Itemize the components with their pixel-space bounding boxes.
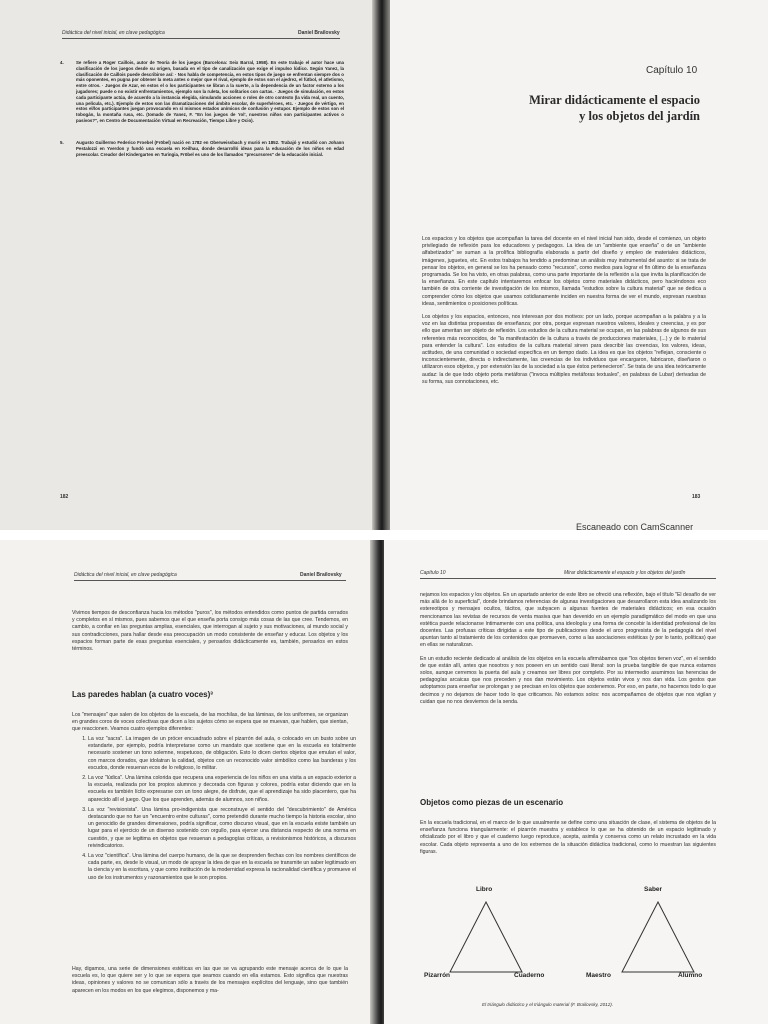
chapter-title bbox=[424, 92, 700, 124]
footnote-number: 4. bbox=[60, 60, 64, 65]
page-number: 183 bbox=[692, 494, 701, 500]
running-header-left: Didáctica del nivel inicial, en clave pedagógica bbox=[62, 30, 165, 36]
opening-paragraph: Vivimos tiempos de desconfianza hacia los métodos "puros", los métodos entendidos como puntos de partida cerrados y completos en sí mismos, pues sabemos que el que enseña porta consigo más cosas de las que cree. Tendemos, en cambio, a confiar en las preguntas amplias, esenciales, que interrogan al sujeto y sus motivaciones, al mundo social y sus contradicciones, para hallar desde esa preocupación un modo consistente de enseñar y educar. Los objetos y los espacios forman parte de esas preguntas esenciales, y pensarlos didácticamente es, también, pensarlos en estos términos. bbox=[72, 610, 348, 653]
footnote-number: 5. bbox=[60, 140, 64, 145]
intro-paragraph: Los "mensajes" que salen de los objetos de la escuela, de las mochilas, de las láminas, de los uniformes, se organizan en grandes coros de voces colectivas que dicen a los sujetos cómo se espera que se muevan, que hablen, que sientan, que reaccionen. Veamos cuatro ejemplos diferentes: bbox=[72, 712, 348, 733]
triangle-label-left: Pizarrón bbox=[424, 972, 451, 979]
page-left-bottom bbox=[0, 540, 378, 1024]
page-182 bbox=[0, 0, 380, 530]
list-item: 3. La voz "revisionista". Una lámina pro-indigenista que reconstruye el sentido del "descubrimiento" de América destacando que no fue un "encuentro entre culturas", como pretendió durante mucho tiempo la historia escolar, sino un genocidio de grandes dimensiones, podría significar, como discurso visual, que en la escuela existe también un lugar para el ejercicio de un disenso sostenido con orgullo, para ejercer una distancia respecto de una norma en cuestión, y que se legitima en objetos que resuenan a pedagogías críticas, a revisionismos históricos, a discursos reivindicatorios. bbox=[88, 807, 356, 850]
footnote-4: Se refiere a Roger Caillois, autor de Teoría de los juegos (Barcelona: Seix Barral, 1958). En este trabajo el autor hace una clasificación de los juegos desde su origen, basada en el tipo de canalización que exige el impulso lúdico. Según Yanez, la clasificación de Caillois puede describirse así: · Nos habla de competencia, en estos tipos de juego se enfrentan siempre dos o más oponentes, en pugna por obtener la meta antes o mejor que el rival, ejemplo de estos son el ajedrez, el fútbol, el atletismo, entre otros. · Juegos de Azar, en estos el o los participantes se libran a la suerte, a la dependencia de un factor externo a los jugadores; puede o no existir enfrentamientos, ejemplo son la ruleta, los solitarios con cartas. · Juegos de simulación, en estos cada participante actúa, de acuerdo a la instancia elegida, simulando acciones o roles de otro contexto (la vida real, un cuento, una película, etc.). Ejemplo de estos son las dramatizaciones del ámbito escolar, de superhéroes, etc. · Juegos de vértigo, en estos el/los participantes juegan provocando en sí mismos estados anímicos de confusión y estupor. Ejemplo de estos son el tobogán, la montaña rusa, etc. (tomado de Yanez, F. "En los juegos de 'rol', nuestros niños son participantes activos o pasivos?", en Centro de Documentación Virtual en Recreación, Tiempo Libre y Ocio). bbox=[76, 60, 344, 123]
triangle-label-top: Libro bbox=[476, 886, 493, 893]
body-text bbox=[422, 236, 706, 392]
running-header-right: Daniel Brailovsky bbox=[298, 30, 340, 36]
chapter-title-line-2: y los objetos del jardín bbox=[579, 109, 700, 123]
page-right-bottom bbox=[384, 540, 768, 1024]
material-triangle bbox=[450, 902, 522, 972]
list-item: 1. La voz "sacra". La imagen de un prócer encuadrado sobre el pizarrón del aula, o colocado en un busto sobre un estandarte, por ejemplo, podría interpretarse como un mandato que sostiene que en la escuela es totalmente necesario sostener un tono solemne, respetuoso, de obligación. Esto lo dicen ciertos objetos que emulan el valor, con marcos dorados, que idolatran la calidad, objetos con un reconocido valor simbólico como las banderas y los escudos, donde resuenan ecos de lo religioso, lo militar. bbox=[88, 736, 356, 772]
page-number: 182 bbox=[60, 494, 69, 500]
paragraph: Los objetos y los espacios, entonces, nos interesan por dos motivos: por un lado, porque acompañan a la palabra y a la voz en las distintas propuestas de enseñanza; por otra, porque expresan nuestros valores, ideales y creencias, y es por ello que ameritan ser objeto de reflexión. Los estudios de la cultura material se ocupan, en las palabras de algunos de sus referentes más reconocidos, de "la manifestación de la cultura a través de producciones materiales, (...) y de lo material para entender la cultura". Los estudios de la cultura material sirven para describir las creencias, los valores, ideas, actitudes, de una comunidad o sociedad específica en un tiempo dado. La idea es que los objetos "reflejan, consciente o inconscientemente, directa o indirectamente, las creencias de los individuos que encargaron, fabricaron, diseñaron o utilizaron esos objetos, y por extensión las de la sociedad a la que éstos pertenecieron". Se trata de una idea teóricamente audaz: la de que todo objeto porta metáforas ("invoca múltiples metáforas textuales", en palabras de Lubar) derivadas de su forma, sus connotaciones, etc. bbox=[422, 314, 706, 385]
paragraph: En la escuela tradicional, en el marco de lo que usualmente se define como una situación de clase, el sistema de objetos de la enseñanza funciona triangularmente: el pizarrón muestra y establece lo que se ha obtenido de un espacio legitimado y oficializado por el libro y que el cuaderno luego reproduce, acepta, asimila y conserva como un relato incrustado en la vida escolar. Cada objeto representa a uno de los extremos de la situación didáctica tradicional, como lo muestran las siguientes figuras. bbox=[420, 820, 716, 855]
running-header-right: Mirar didácticamente el espacio y los objetos del jardín bbox=[564, 570, 686, 576]
paragraph: nejamos los espacios y los objetos. En un apartado anterior de este libro se ofreció una reflexión, bajo el título "El desafío de ver más allá de lo superficial", donde brindamos referencias de algunas investigaciones que desarrollaron esta idea analizando los estereotipos y mensajes ocultos, tácitos, que subyacen a algunas fuentes de materiales didácticos; en esa ocasión mencionamos las revistas de recursos de venta masiva que han devenido en un ejemplo paradigmático del modo en que una estética puede relacionarse íntimamente con una política, una ideología y una forma de concebir la identidad profesional de los docentes. Las profusas críticas dirigidas a este tipo de publicaciones desde el arco progresista de la pedagogía del nivel apuntan tanto al tratamiento de los contenidos que promueven, como a las asociaciones estéticas (y por lo tanto, políticas) que en ellas se naturalizan. bbox=[420, 592, 716, 649]
didactic-triangles-figure bbox=[444, 898, 704, 978]
closing-paragraph: Hay, digamos, una serie de dimensiones estéticas en las que se va agrupando este mensaje acerca de lo que la escuela es, lo que quiere ser y lo que se espera que seamos cuando en ella estamos. Esto significa que nuestras ideas, opiniones y valores no se comunican sólo a través de los mensajes explícitos del lenguaje, sino que también aparecen en los modos en los que elegimos, disponemos y ma- bbox=[72, 966, 348, 994]
spread-divider bbox=[0, 530, 768, 540]
section-heading: Las paredes hablan (a cuatro voces)³ bbox=[72, 690, 213, 699]
chapter-title-line-1: Mirar didácticamente el espacio bbox=[529, 93, 700, 107]
didactic-triangle bbox=[622, 902, 694, 972]
triangle-label-top: Saber bbox=[644, 886, 663, 893]
list-item: 2. La voz "lúdica". Una lámina colorida que recupera una experiencia de los niños en una visita a un espacio exterior a la escuela, realizada por los propios alumnos y decorada con figuras y colores, podría estar diciendo que en la escuela es también lícito expresarse con un tono alegre, de disfrute, que el aprendizaje ha sido placentero, que ha aparecido allí el juego. Que los que aprenden, además de alumnos, son niños. bbox=[88, 775, 356, 804]
triangle-label-right: Cuaderno bbox=[514, 972, 545, 979]
section-heading: Objetos como piezas de un escenario bbox=[420, 798, 564, 807]
paragraph: En un estudio reciente dedicado al análisis de los objetos en la escuela afirmábamos que "los objetos tienen voz", en el sentido de que están allí, antes que nosotros y nos poseen en un sentido casi literal: son la prueba tangible de que nunca estamos solos, aunque cerremos la puerta del aula y creamos ser libres por completo. Por su intermedio asumimos las herencias de pedagogías arcaicas que nos preceden y nos dan movimiento. Los objetos están vivos y nos dan vida. Los gestos que adoptamos para enseñar se prolongan y se precisan en los objetos que sostenemos. Por eso, en parte, no hacemos todo lo que decimos y no dejamos de hacer todo lo que criticamos. No estamos solos: nos acompañamos de objetos que nos vigilan y cuidan que no nos desviemos de la senda. bbox=[420, 655, 716, 705]
header-rule bbox=[74, 580, 346, 581]
header-rule bbox=[420, 578, 716, 579]
running-header-left: Didáctica del nivel inicial, en clave pedagógica bbox=[74, 572, 177, 578]
page-183 bbox=[384, 0, 768, 530]
figure-caption: El triángulo didáctico y el triángulo material (F. Brailovsky, 2012). bbox=[482, 1002, 614, 1007]
header-rule bbox=[62, 38, 340, 39]
triangle-label-left: Maestro bbox=[586, 972, 611, 979]
body-text bbox=[420, 592, 716, 712]
running-header-left: Capítulo 10 bbox=[420, 570, 446, 576]
chapter-label: Capítulo 10 bbox=[646, 65, 698, 76]
voices-list bbox=[76, 736, 356, 885]
scanner-watermark: Escaneado con CamScanner bbox=[576, 522, 694, 530]
paragraph: Los espacios y los objetos que acompañan la tarea del docente en el nivel inicial han sido, desde el comienzo, un objeto privilegiado de reflexión para los educadores y pedagogos. La idea de un "ambiente que enseña" o de un "ambiente alfabetizador" se suman a la prolífica bibliografía elaborada a partir del diseño y empleo de materiales didácticos, imágenes, juguetes, etc. En estos trabajos ha tendido a predominar un análisis muy instrumental del asunto: si se trata de pensar los objetos, en general se los ha pensado como "recursos", como medios para lograr el fin último de la enseñanza programada. Se los ha visto, en otras palabras, como una parte importante de la reflexión a la que invita la planificación de la enseñanza. En este capítulo intentaremos enfocar los objetos como materiales didácticos, pero haciéndonos eco también de otra corriente de investigación de los mismos, llamada "estudios sobre la cultura material" que se dedica a comprender cómo los objetos que usamos cotidianamente inciden en nuestra forma de ver el mundo, expresan nuestras ideas, sentimientos o posiciones políticas. bbox=[422, 236, 706, 307]
running-header-right: Daniel Brailovsky bbox=[300, 572, 342, 578]
list-item: 4. La voz "científica". Una lámina del cuerpo humano, de la que se desprenden flechas con los nombres científicos de cada parte, es, desde lo visual, un modo de apoyar la idea de que en la escuela se transmite un saber legitimado en la ciencia y en la escritura, y que como institución de la modernidad expresa la racionalidad científica y promueve el uso de los instrumentos y razonamientos que le son propios. bbox=[88, 853, 356, 882]
footnote-5: Augusto Guillermo Federico Froebel (Fröbel) nació en 1782 en Oberweissbach y murió en 1852. Trabajó y estudió con Johann Pestalozzi en Yverdon y fundó una escuela en Keilhau, donde desarrolló ideas para la educación de los niños en edad preescolar. Creador del Kindergarten en Turingia, Fröbel es uno de los llamados "precursores" de la educación inicial. bbox=[76, 140, 344, 157]
book-gutter bbox=[372, 0, 390, 530]
triangle-label-right: Alumno bbox=[678, 972, 703, 979]
